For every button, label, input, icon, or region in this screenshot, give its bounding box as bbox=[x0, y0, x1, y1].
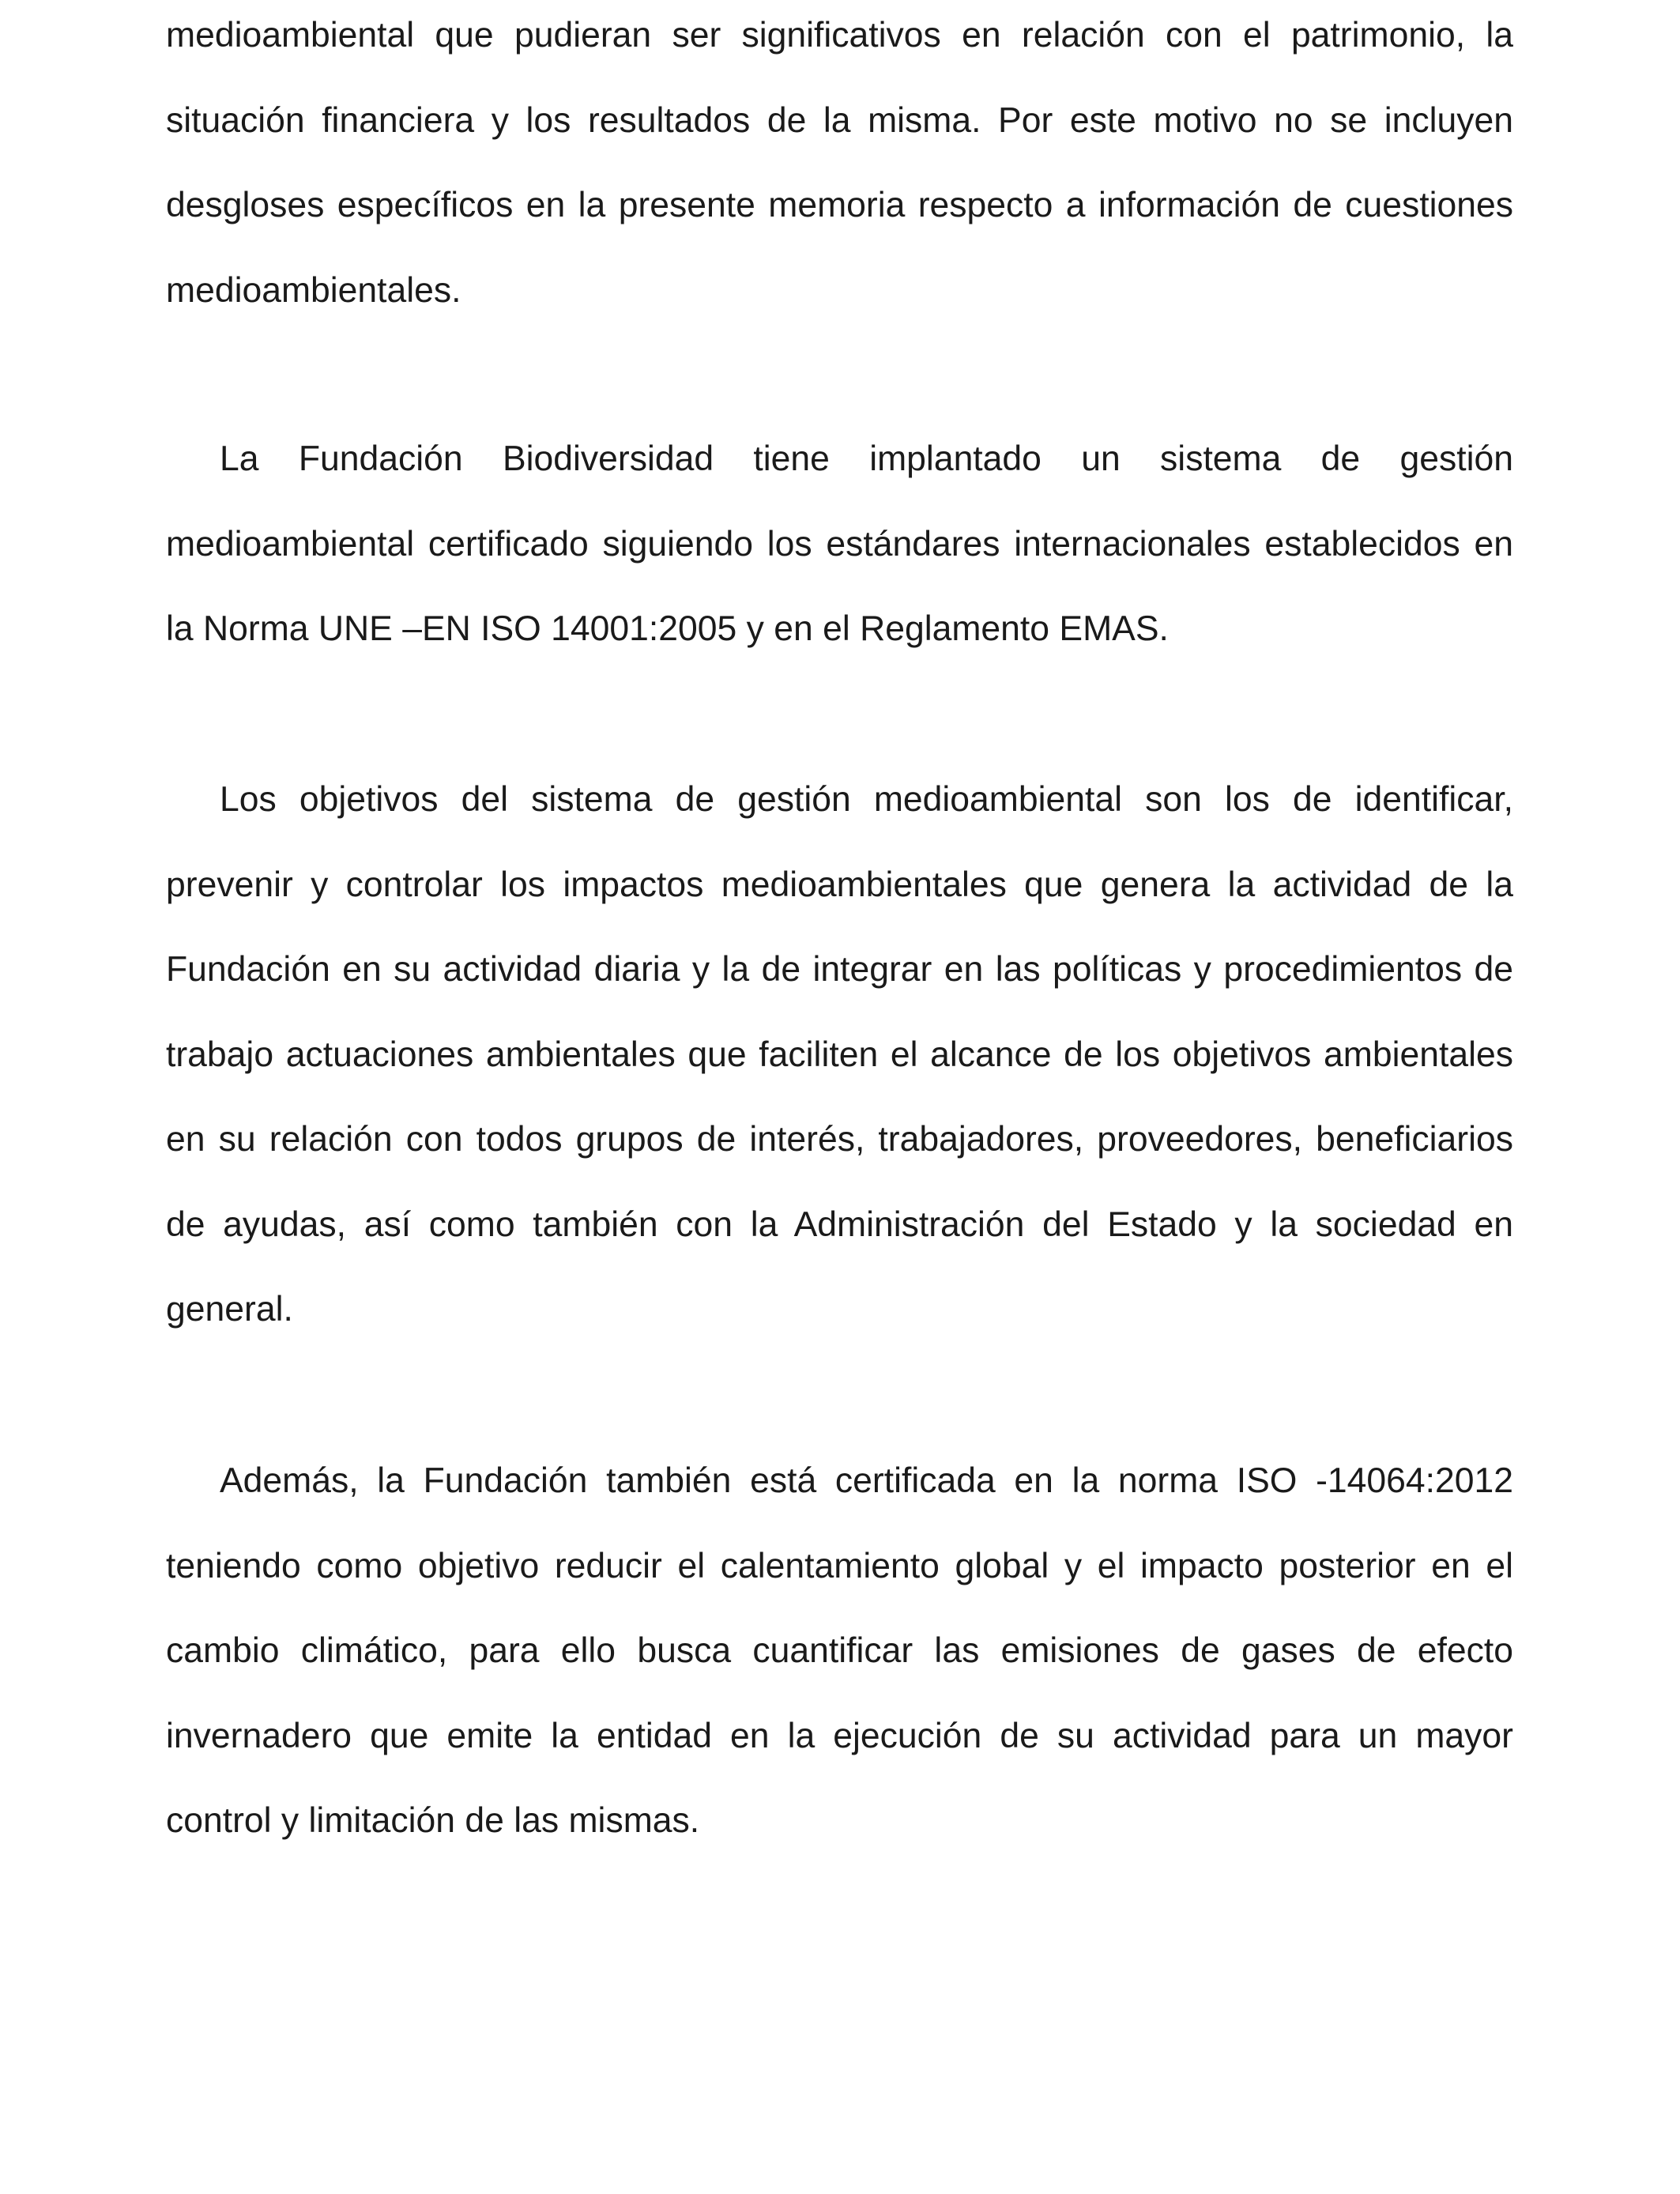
paragraph-system-objectives: Los objetivos del sistema de gestión medioambiental son los de identificar, prevenir y controlar los impactos medioambientales que genera la actividad de la Fundación en su actividad diaria y la de integrar en las políticas y procedimientos de trabajo actuaciones ambientales que faciliten el alcance de los objetivos ambientales en su relación con todos grupos de interés, trabajadores, proveedores, beneficiarios de ayudas, así como también con la Administración del Estado y la sociedad en general. bbox=[166, 780, 1513, 1329]
paragraph-iso-14064-certification: Además, la Fundación también está certificada en la norma ISO -14064:2012 teniendo como objetivo reducir el calentamiento global y el impacto posterior en el cambio climático, para ello busca cuantificar las emisiones de gases de efecto invernadero que emite la entidad en la ejecución de su actividad para un mayor control y limitación de las mismas. bbox=[166, 1461, 1513, 1840]
paragraph-management-system: La Fundación Biodiversidad tiene implantado un sistema de gestión medioambiental certificado siguiendo los estándares internacionales establecidos en la Norma UNE –EN ISO 14001:2005 y en el Reglamento EMAS. bbox=[166, 439, 1513, 648]
paragraph-environmental-disclosure: medioambiental que pudieran ser significativos en relación con el patrimonio, la situación financiera y los resultados de la misma. Por este motivo no se incluyen desgloses específicos en la presente memoria respecto a información de cuestiones medioambientales. bbox=[166, 16, 1513, 310]
